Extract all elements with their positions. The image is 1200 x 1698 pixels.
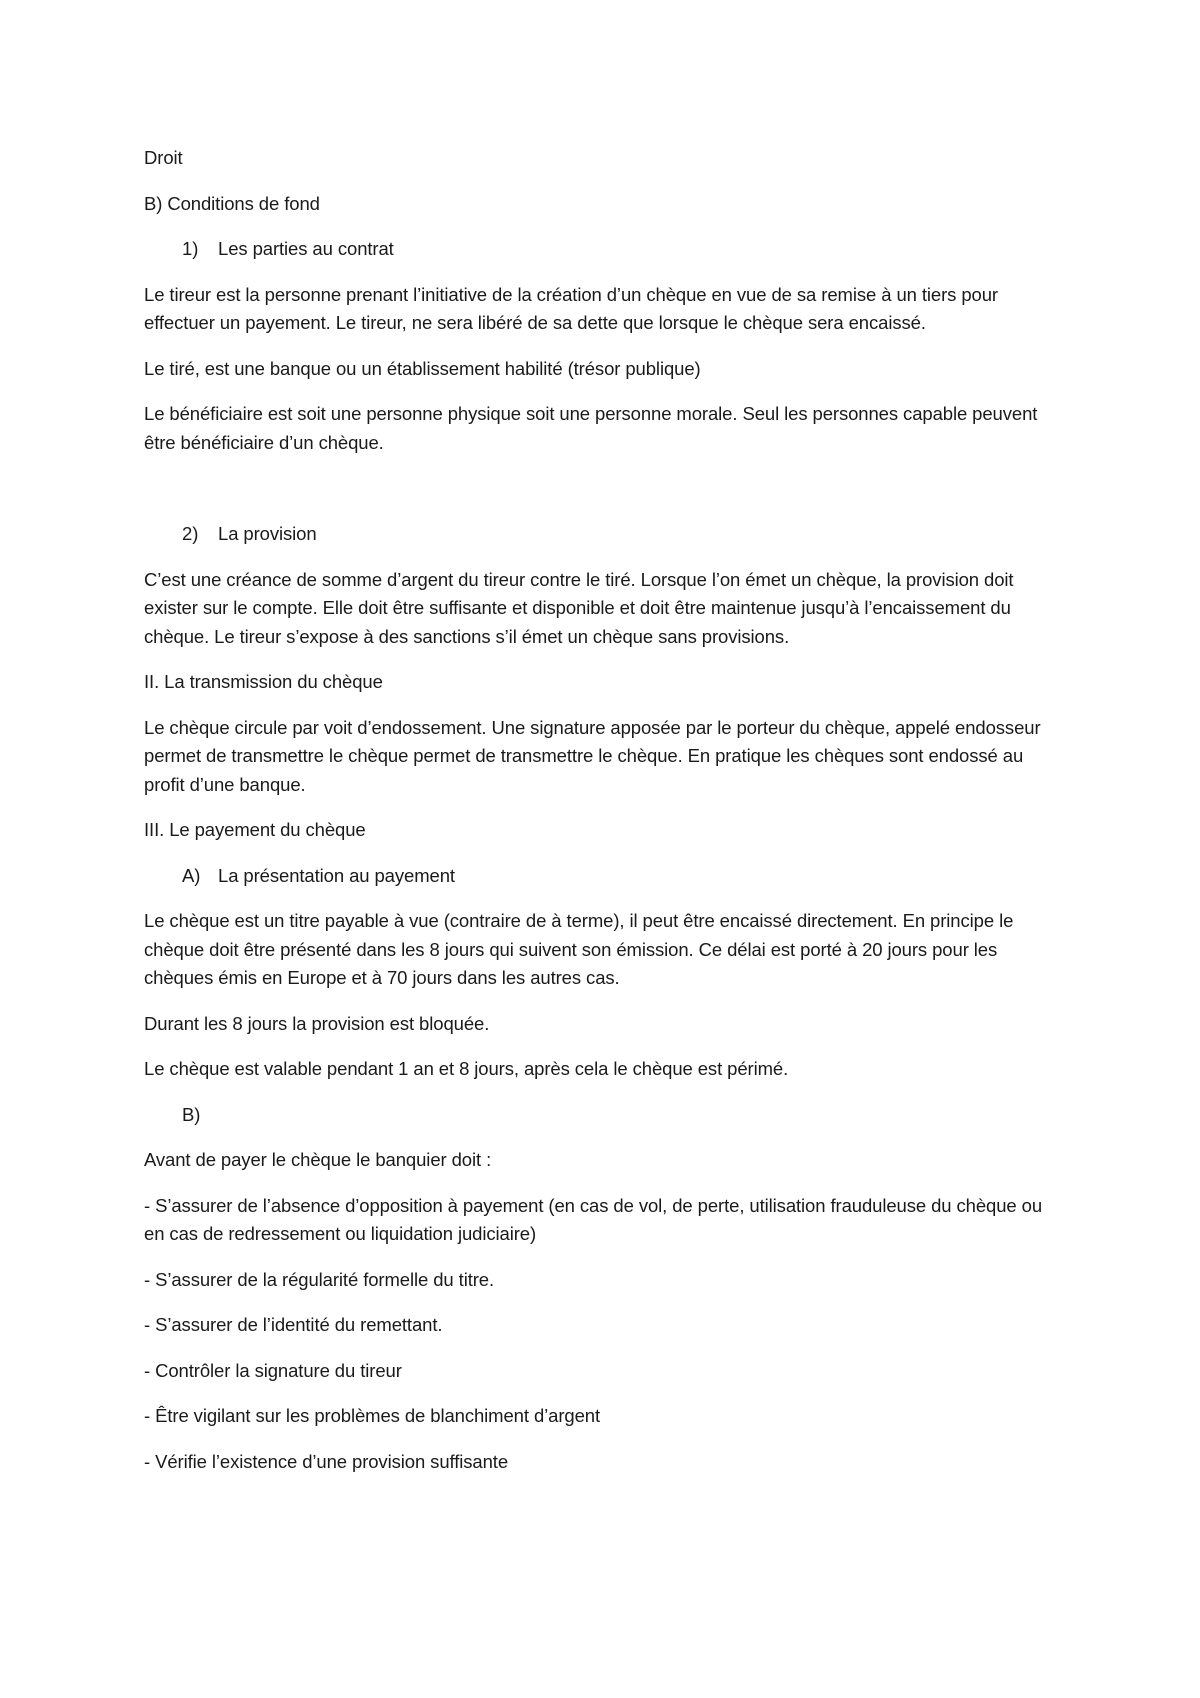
list-item-b [144,1101,1064,1130]
document-body [144,144,1064,1493]
bullet-item: - Vérifie l’existence d’une provision suffisante [144,1450,509,1472]
list-item-1 [144,235,1064,264]
list-item-label: Les parties au contrat [218,238,394,259]
paragraph-provision: C’est une créance de somme d’argent du tireur contre le tiré. Lorsque l’on émet un chèque, la provision doit exister sur le compte. Elle doit être suffisante et disponible et doit être maintenue jusqu’à l’encaissement du chèque. Le tireur s’expose à des sanctions s’il émet un chèque sans provisions. [144,568,1014,647]
bullet-item: - Être vigilant sur les problèmes de blanchiment d’argent [144,1405,601,1426]
paragraph-tire: Le tiré, est une banque ou un établissement habilité (trésor publique) [144,357,701,379]
section-heading-iii: III. Le payement du chèque [144,819,366,840]
blank-line [144,474,1064,520]
paragraph-tireur: Le tireur est la personne prenant l’initiative de la création d’un chèque en vue de sa remise à un tiers pour effectuer un payement. Le tireur, ne sera libéré de sa dette que lorsque le chèque sera encaissé. [144,283,998,333]
paragraph-bloquee: Durant les 8 jours la provision est bloquée. [144,1012,490,1034]
bullet-item: - S’assurer de l’absence d’opposition à payement (en cas de vol, de perte, utilisation frauduleuse du chèque ou en cas de redressement ou liquidation judiciaire) [144,1194,1043,1244]
bullet-item: - S’assurer de l’identité du remettant. [144,1314,443,1335]
list-item-label: La présentation au payement [218,864,455,886]
list-number: B) [182,1103,201,1125]
paragraph-transmission: Le chèque circule par voit d’endossement. Une signature apposée par le porteur du chèque, appelé endosseur permet de transmettre le chèque permet de transmettre le chèque. En pratique les chèques sont endossé au profit d’une banque. [144,716,1041,795]
paragraph-presentation: Le chèque est un titre payable à vue (contraire de à terme), il peut être encaissé directement. En principe le chèque doit être présenté dans les 8 jours qui suivent son émission. Ce délai est porté à 20 jours pour les chèques émis en Europe et à 70 jours dans les autres cas. [144,910,1014,988]
paragraph-valable: Le chèque est valable pendant 1 an et 8 jours, après cela le chèque est périmé. [144,1058,789,1079]
paragraph-avant: Avant de payer le chèque le banquier doit : [144,1149,492,1170]
bullet-item: - Contrôler la signature du tireur [144,1359,402,1381]
list-number: A) [182,864,201,886]
paragraph-beneficiaire: Le bénéficiaire est soit une personne physique soit une personne morale. Seul les personnes capable peuvent être bénéficiaire d’un chèque. [144,403,1038,453]
document-title: Droit [144,147,183,168]
list-number: 1) [182,238,199,259]
list-item-a [144,862,1064,891]
list-item-2 [144,520,1064,549]
section-heading-ii: II. La transmission du chèque [144,671,383,692]
bullet-item: - S’assurer de la régularité formelle du titre. [144,1268,495,1290]
list-number: 2) [182,523,199,544]
section-heading-b: B) Conditions de fond [144,192,320,214]
list-item-label: La provision [218,523,317,544]
